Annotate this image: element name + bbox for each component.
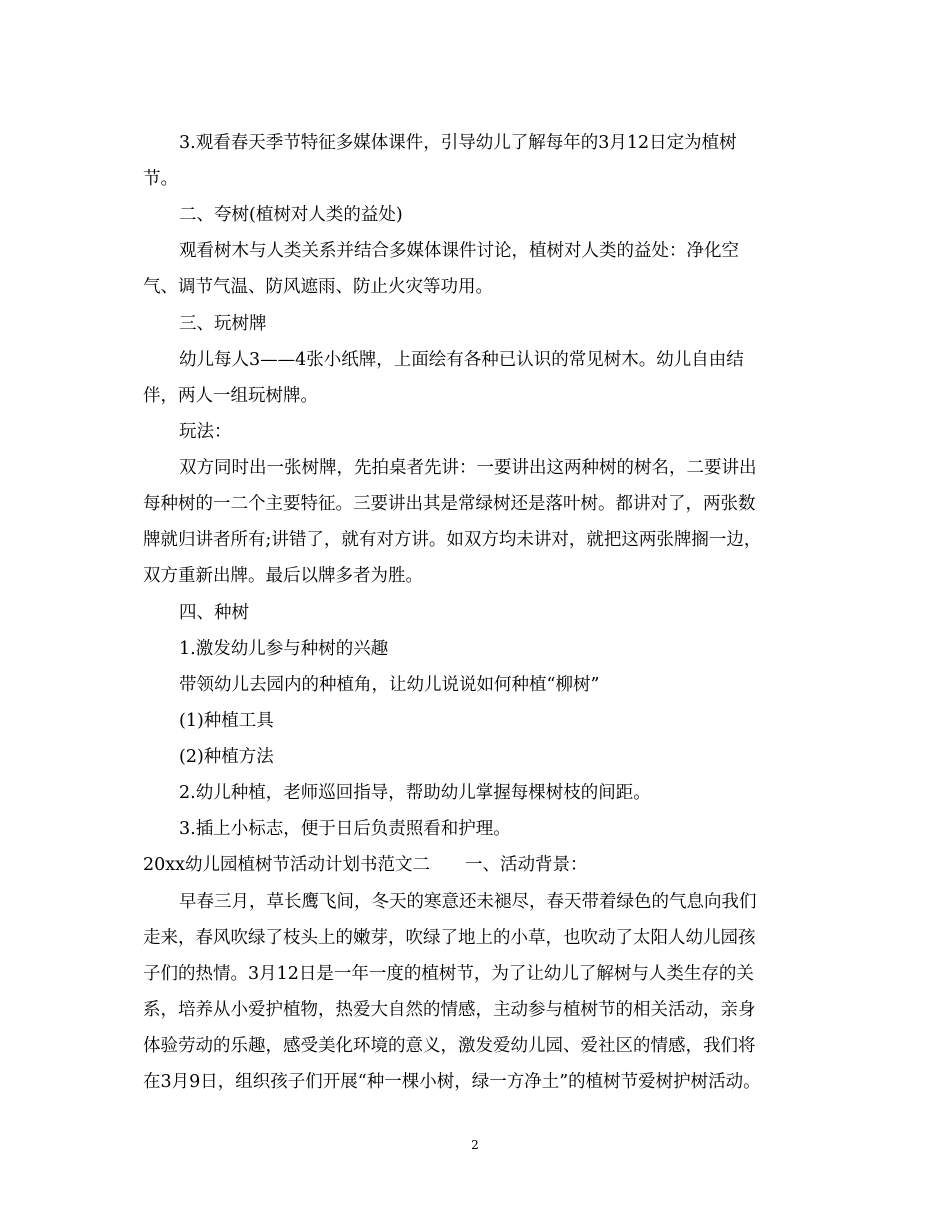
section-heading: 四、种树 (179, 603, 249, 623)
text-line: 气、调节气温、防风遮雨、防止火灾等功用。 (143, 277, 493, 297)
text-line: 子们的热情。3月12日是一年一度的植树节，为了让幼儿了解树与人类生存的关 (143, 964, 754, 984)
text-line: 玩法： (179, 422, 232, 442)
text-line: 双方重新出牌。最后以牌多者为胜。 (143, 566, 423, 586)
text-line: (1)种植工具 (179, 711, 274, 731)
section-heading: 三、玩树牌 (179, 314, 267, 334)
text-line: 1.激发幼儿参与种树的兴趣 (179, 639, 389, 659)
page-number: 2 (471, 1138, 479, 1152)
text-line: 双方同时出一张树牌，先拍桌者先讲：一要讲出这两种树的树名，二要讲出 (179, 458, 757, 478)
text-line: 节。 (143, 169, 178, 189)
text-line: 2.幼儿种植，老师巡回指导，帮助幼儿掌握每棵树枝的间距。 (179, 783, 651, 803)
text-line: 带领幼儿去园内的种植角，让幼儿说说如何种植“柳树” (179, 675, 600, 695)
text-line: 伴，两人一组玩树牌。 (143, 386, 318, 406)
text-line: 3.观看春天季节特征多媒体课件，引导幼儿了解每年的3月12日定为植树 (179, 133, 737, 153)
text-line: 牌就归讲者所有;讲错了，就有对方讲。如双方均未讲对，就把这两张牌搁一边， (143, 530, 762, 550)
section-heading: 20xx幼儿园植树节活动计划书范文二 一、活动背景： (143, 855, 588, 875)
text-line: 每种树的一二个主要特征。三要讲出其是常绿树还是落叶树。都讲对了，两张数 (143, 494, 756, 514)
section-heading: 二、夸树(植树对人类的益处) (179, 205, 403, 225)
text-line: (2)种植方法 (179, 747, 274, 767)
text-line: 体验劳动的乐趣，感受美化环境的意义，激发爱幼儿园、爱社区的情感，我们将 (143, 1036, 756, 1056)
text-line: 3.插上小标志，便于日后负责照看和护理。 (179, 819, 511, 839)
text-line: 在3月9日，组织孩子们开展“种一棵小树，绿一方净土”的植树节爱树护树活动。 (143, 1072, 761, 1092)
text-line: 系，培养从小爱护植物，热爱大自然的情感，主动参与植树节的相关活动，亲身 (143, 1000, 756, 1020)
text-line: 幼儿每人3——4张小纸牌，上面绘有各种已认识的常见树木。幼儿自由结 (179, 350, 744, 370)
text-line: 走来，春风吹绿了枝头上的嫩芽，吹绿了地上的小草，也吹动了太阳人幼儿园孩 (143, 928, 756, 948)
text-line: 观看树木与人类关系并结合多媒体课件讨论，植树对人类的益处：净化空 (179, 241, 739, 261)
text-line: 早春三月，草长鹰飞间，冬天的寒意还未褪尽，春天带着绿色的气息向我们 (179, 892, 757, 912)
